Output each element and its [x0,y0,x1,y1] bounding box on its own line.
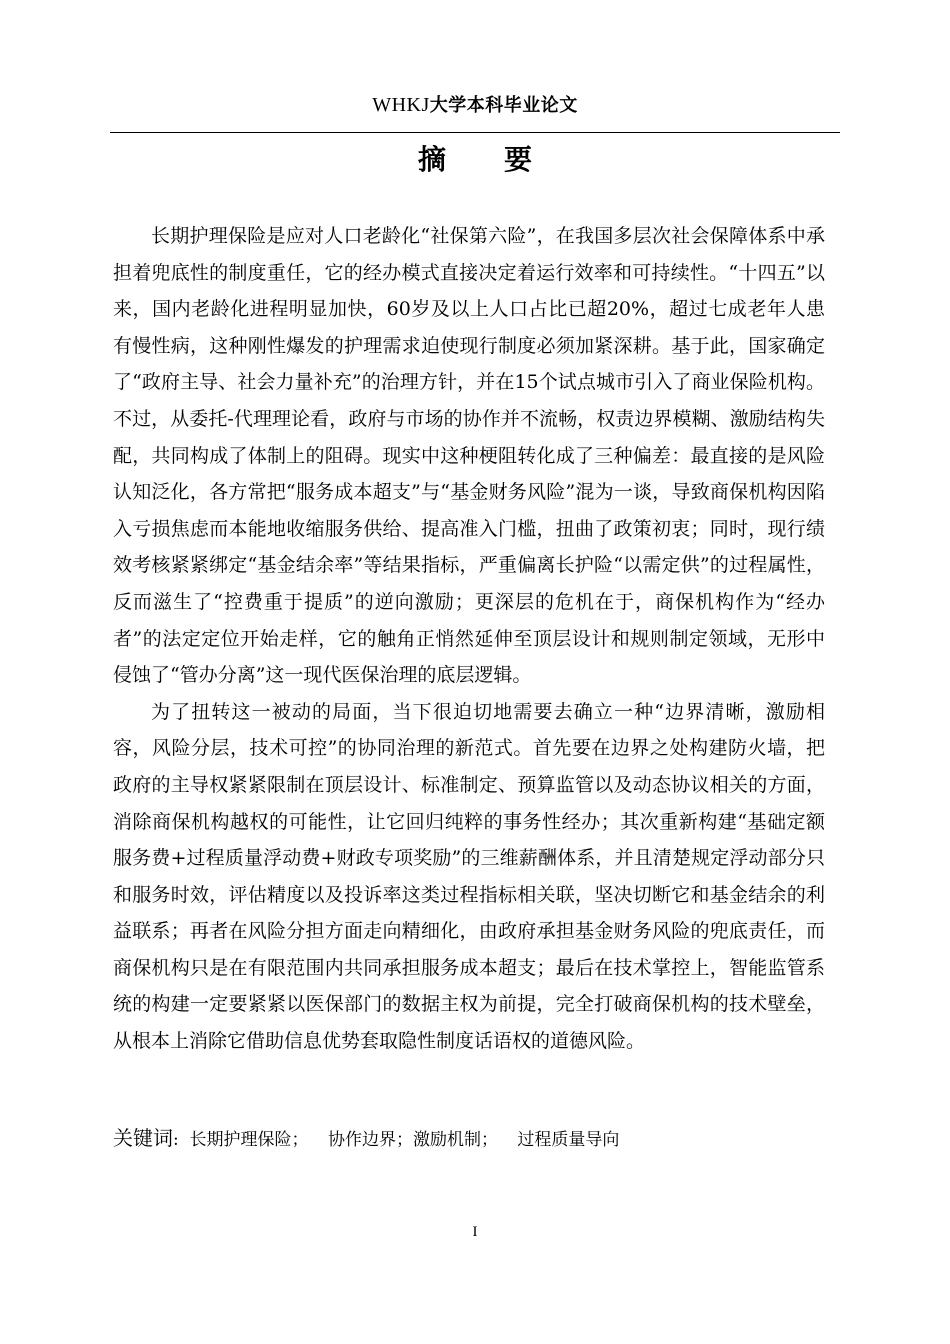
keywords-label: 关键词 [113,1126,173,1150]
abstract-paragraph-2: 为了扭转这一被动的局面，当下很迫切地需要去确立一种“边界清晰，激励相容，风险分层，技术可控”的协同治理的新范式。首先要在边界之处构建防火墙，把政府的主导权紧紧限制在顶层设计、标准制定、预算监管以及动态协议相关的方面，消除商保机构越权的可能性，让它回归纯粹的事务性经办；其次重新构建“基础定额服务费+过程质量浮动费+财政专项奖励”的三维薪酬体系，并且清楚规定浮动部分只和服务时效，评估精度以及投诉率这类过程指标相关联，坚决切断它和基金结余的利益联系；再者在风险分担方面走向精细化，由政府承担基金财务风险的兜底责任，而商保机构只是在有限范围内共同承担服务成本超支；最后在技术掌控上，智能监管系统的构建一定要紧紧以医保部门的数据主权为前提，完全打破商保机构的技术壁垒，从根本上消除它借助信息优势套取隐性制度话语权的道德风险。 [113,700,825,1053]
keyword-item: 长期护理保险； [189,1130,309,1150]
keywords-separator: : [173,1130,179,1150]
abstract-paragraph-1: 长期护理保险是应对人口老龄化“社保第六险”，在我国多层次社会保障体系中承担着兜底性的制度重任，它的经办模式直接决定着运行效率和可持续性。“十四五”以来，国内老龄化进程明显加快，60岁及以上人口占比已超20%，超过七成老年人患有慢性病，这种刚性爆发的护理需求迫使现行制度必须加紧深耕。基于此，国家确定了“政府主导、社会力量补充”的治理方针，并在15个试点城市引入了商业保险机构。不过，从委托-代理理论看，政府与市场的协作并不流畅，权责边界模糊、激励结构失配，共同构成了体制上的阻碍。现实中这种梗阻转化成了三种偏差：最直接的是风险认知泛化，各方常把“服务成本超支”与“基金财务风险”混为一谈，导致商保机构因陷入亏损焦虑而本能地收缩服务供给、提高准入门槛，扭曲了政策初衷；同时，现行绩效考核紧紧绑定“基金结余率”等结果指标，严重偏离长护险“以需定供”的过程属性，反而滋生了“控费重于提质”的逆向激励；更深层的危机在于，商保机构作为“经办者”的法定定位开始走样，它的触角正悄然延伸至顶层设计和规则制定领域，无形中侵蚀了“管办分离”这一现代医保治理的底层逻辑。 [113,225,825,687]
header-divider [110,132,840,133]
keyword-item: 协作边界； [327,1130,413,1150]
keywords-line [113,1124,825,1154]
school-name: WHKJ [372,94,430,116]
page-header [110,93,840,118]
abstract-title: 摘要 [417,143,590,176]
abstract-body [113,218,825,1060]
keyword-item: 过程质量导向 [517,1130,620,1150]
keyword-item: 激励机制； [412,1130,498,1150]
page-number: I [472,1224,478,1240]
thesis-type: 大学本科毕业论文 [429,95,578,116]
